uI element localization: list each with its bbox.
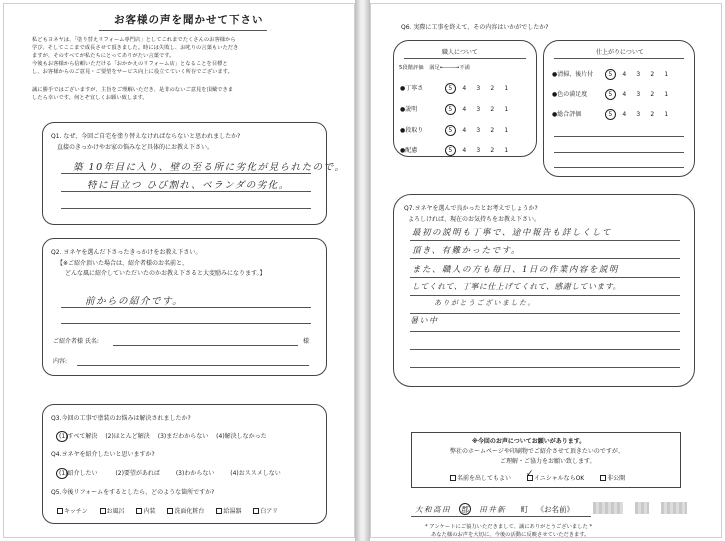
q1-ruled-line bbox=[61, 191, 311, 192]
craftsman-header: 職人について bbox=[442, 49, 478, 56]
address-underline bbox=[411, 516, 591, 517]
q7-answer-line1: 最初の説明も丁寧で、途中報告も詳しくして bbox=[412, 228, 612, 238]
title-underline bbox=[99, 30, 267, 31]
header-divider bbox=[554, 58, 684, 59]
ruled-line bbox=[554, 152, 684, 153]
rating-row-politeness: ●丁寧さ 5 4 3 2 1 bbox=[400, 85, 509, 92]
selected-circle[interactable]: 5 bbox=[605, 109, 616, 120]
finish-header: 仕上がりについて bbox=[596, 49, 644, 56]
selected-circle[interactable]: 5 bbox=[445, 145, 456, 156]
district-label: 郡 bbox=[461, 505, 469, 514]
q5-question: Q5.今後リフォームをするとしたら、どのような箇所ですか? bbox=[51, 489, 215, 496]
ruled-line bbox=[410, 258, 680, 259]
q2-sub1: 【※ご紹介頂いた場合は、紹介者様のお名前と、 bbox=[57, 260, 189, 267]
ruled-line bbox=[410, 240, 680, 241]
q2-box bbox=[42, 238, 327, 376]
publication-request-box bbox=[411, 432, 681, 488]
ruled-line bbox=[410, 295, 680, 296]
content-line bbox=[77, 365, 309, 366]
craftsman-rating-box bbox=[393, 40, 537, 157]
q1-box bbox=[42, 122, 346, 225]
selected-circle bbox=[459, 503, 471, 515]
scale-legend: 5段階評価 満足←――→不満 bbox=[399, 65, 470, 71]
q1-answer-line2: 特に目立つ ひび割れ、ベランダの劣化。 bbox=[87, 180, 290, 191]
q4-options bbox=[59, 468, 281, 477]
selected-circle bbox=[56, 431, 68, 442]
ruled-line bbox=[410, 313, 680, 314]
q1-ruled-line bbox=[61, 173, 311, 174]
honorific: 様 bbox=[303, 338, 310, 345]
q7-question: Q7.ヨネヤを選んで良かったとお考えでしょうか? bbox=[404, 205, 538, 212]
checkbox-icon bbox=[136, 508, 142, 514]
rating-row-overall: ●総合評価 5 4 3 2 1 bbox=[552, 111, 669, 118]
q5-option-interior[interactable]: 内装 bbox=[136, 508, 155, 515]
option-initials-ok[interactable]: ✓ イニシャルならOK bbox=[525, 469, 585, 482]
bullet-icon: ● bbox=[400, 147, 406, 154]
request-line1: 弊社のホームページや印刷物でご紹介させて頂きたいのですが、 bbox=[450, 448, 624, 455]
rating-row-consideration: ●配慮 5 4 3 2 1 bbox=[400, 147, 509, 154]
selected-circle[interactable]: 5 bbox=[605, 69, 616, 80]
q2-ruled-line bbox=[61, 307, 311, 308]
selected-circle[interactable]: 5 bbox=[445, 125, 456, 136]
bullet-icon: ● bbox=[552, 91, 558, 98]
checkbox-icon bbox=[600, 475, 606, 481]
option-name-ok[interactable]: 名前を出してもよい bbox=[450, 475, 511, 482]
q3-option-2[interactable]: (2)ほとんど解決 bbox=[105, 433, 150, 440]
town-suffix: 町 bbox=[520, 505, 529, 514]
q2-ruled-line bbox=[61, 323, 311, 324]
bullet-icon: ● bbox=[400, 85, 406, 92]
q4-option-4[interactable]: (4)おススメしない bbox=[230, 470, 281, 477]
bullet-icon: ● bbox=[552, 71, 558, 78]
book-spine bbox=[355, 0, 370, 541]
rating-row-explanation: ●説明 5 4 3 2 1 bbox=[400, 106, 509, 113]
referrer-label: ご紹介者様 氏名: bbox=[53, 338, 99, 345]
q1-sub: 直接のきっかけやお家の悩みなど具体的にお教え下さい。 bbox=[57, 144, 214, 151]
checkbox-icon bbox=[100, 508, 106, 514]
checkbox-icon bbox=[253, 508, 259, 514]
request-options bbox=[450, 469, 626, 482]
q4-option-3[interactable]: (3)わからない bbox=[175, 470, 215, 477]
checkbox-icon bbox=[57, 508, 63, 514]
q7-answer-line6: 暑い中 bbox=[410, 316, 439, 325]
q2-answer: 前からの紹介です。 bbox=[85, 296, 184, 307]
redacted-name-block bbox=[661, 502, 687, 514]
option-private[interactable]: 非公開 bbox=[600, 475, 625, 482]
checkbox-icon bbox=[450, 475, 456, 481]
footer-line2: あなた様のお声を大切に、今後の活動に反映させていただきます。 bbox=[431, 532, 590, 538]
ruled-line bbox=[410, 367, 680, 368]
q7-answer-line3: また、職人の方も毎日、1日の作業内容を説明 bbox=[412, 265, 619, 275]
q5-option-water-heater[interactable]: 給湯器 bbox=[216, 508, 241, 515]
q4-question: Q4.ヨネヤを紹介したいと思いますか? bbox=[51, 451, 155, 458]
referrer-name-line bbox=[113, 345, 298, 346]
checkbox-icon bbox=[167, 508, 173, 514]
q3-q5-box bbox=[42, 404, 327, 524]
district-label-wrap bbox=[461, 505, 469, 514]
bullet-icon: ● bbox=[400, 106, 406, 113]
q1-ruled-line bbox=[61, 208, 311, 209]
address-prefix: 大和高田 bbox=[415, 505, 451, 514]
request-title: ※今回のお声についてお願いがあります。 bbox=[472, 438, 586, 445]
bullet-icon: ● bbox=[552, 111, 558, 118]
request-paragraph: 誠に勝手ではございますが、主旨をご理解いただき、是非のないご意見を頂戴できま したら幸いです。何とぞ宜しくお願い致します。 bbox=[32, 87, 234, 101]
ruled-line bbox=[410, 349, 680, 350]
q5-option-termite[interactable]: 白アリ bbox=[253, 508, 278, 515]
selected-circle[interactable]: 5 bbox=[445, 104, 456, 115]
redacted-name-block bbox=[635, 502, 649, 514]
q3-option-4[interactable]: (4)解決しなかった bbox=[216, 433, 267, 440]
checkmark-icon: ✓ bbox=[525, 469, 534, 479]
q7-sub: よろしければ、現在のお気持ちをお教え下さい。 bbox=[408, 216, 541, 223]
finish-rating-box bbox=[543, 40, 695, 177]
ruled-line bbox=[554, 167, 684, 168]
survey-left-page bbox=[3, 3, 355, 538]
ruled-line bbox=[410, 277, 680, 278]
q3-option-1[interactable]: (1)すべて解決 bbox=[59, 433, 97, 440]
name-label: 《お名前》 bbox=[536, 505, 575, 514]
ruled-line bbox=[554, 136, 684, 137]
q7-box bbox=[393, 194, 695, 387]
address-town: 田井新 bbox=[479, 505, 507, 514]
q7-answer-line5: ありがとうございました。 bbox=[434, 299, 536, 307]
footer-line1: * アンケートにご協力いただきまして、誠にありがとうございました * bbox=[425, 524, 593, 530]
q1-question: Q1. なぜ、今回ご自宅を塗り替えなければならないと思われましたか? bbox=[51, 133, 241, 140]
page-title: お客様の声を聞かせて下さい bbox=[114, 14, 264, 26]
q7-answer-line2: 頂き、有難かったです。 bbox=[412, 246, 521, 256]
request-line2: ご理解・ご協力をお願い致します。 bbox=[500, 458, 596, 465]
q3-question: Q3.今回の工事で塗装のお悩みは解決されましたか? bbox=[51, 415, 191, 422]
content-label: 内容: bbox=[53, 358, 68, 365]
checkbox-icon bbox=[216, 508, 222, 514]
selected-circle bbox=[56, 468, 68, 479]
bullet-icon: ● bbox=[400, 127, 406, 134]
q2-question: Q2. ヨネヤを選んだ下さったきっかけをお教え下さい。 bbox=[51, 249, 202, 256]
intro-paragraph: 私どもヨネヤは、「塗り替えリフォーム専門店」としてこれまでたくさんのお客様から 学び、そしてここまで成長させて頂きました。時には失敗し、お叱りの言葉もいただき ますが、そのすべてが私たちにとってありがたい言葉です。 今後もお客様から信頼いただける「おかかえのリフォーム店」となることを目標と し、お客様からのご意見・ご要望をサービス向上に役立てていく所存でございます。 bbox=[32, 37, 239, 75]
q3-options bbox=[59, 431, 267, 440]
q4-option-2[interactable]: (2)要望があれば bbox=[115, 470, 160, 477]
rating-row-arrangement: ●段取り 5 4 3 2 1 bbox=[400, 127, 509, 134]
redacted-name-block bbox=[593, 502, 623, 514]
q5-option-bath[interactable]: お風呂 bbox=[100, 508, 125, 515]
address-line bbox=[415, 504, 574, 515]
q5-option-vanity[interactable]: 洗面化粧台 bbox=[167, 508, 204, 515]
survey-right-page bbox=[370, 3, 722, 538]
rating-row-cleanup: ●清掃、後片付 5 4 3 2 1 bbox=[552, 71, 669, 78]
ruled-line bbox=[410, 331, 680, 332]
selected-circle[interactable]: 5 bbox=[605, 89, 616, 100]
q1-answer-line1: 築 10年目に入り、壁の至る所に劣化が見られたので。 bbox=[73, 162, 346, 173]
q7-answer-line4: してくれて、丁寧に仕上げてくれて、感謝しています。 bbox=[412, 282, 621, 291]
q3-option-3[interactable]: (3)まだわからない bbox=[157, 433, 209, 440]
q5-options bbox=[57, 506, 278, 515]
q5-option-kitchen[interactable]: キッチン bbox=[57, 508, 88, 515]
selected-circle[interactable]: 5 bbox=[445, 83, 456, 94]
rating-row-color-satisfaction: ●色の満足度 5 4 3 2 1 bbox=[552, 91, 669, 98]
q6-question: Q6. 実際に工事を終えて、その内容はいかがでしたか? bbox=[401, 24, 549, 31]
q2-sub2: どんな風に紹介していただいたのかお教え下さると大変励みになります。】 bbox=[65, 270, 266, 277]
header-divider bbox=[404, 58, 526, 59]
q4-option-1[interactable]: (1)紹介したい bbox=[59, 470, 98, 477]
